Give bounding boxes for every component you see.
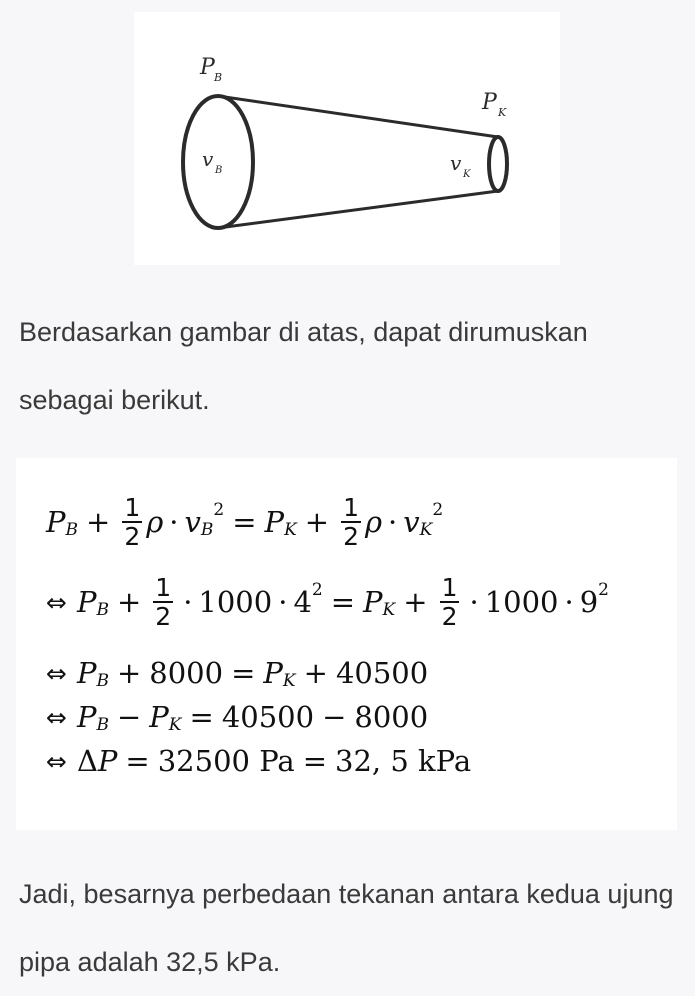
- fraction-numerator: 1: [155, 573, 172, 602]
- fraction-numerator: 1: [343, 493, 359, 522]
- pb-symbol: P: [76, 700, 97, 734]
- equals-operator: =: [330, 585, 356, 619]
- fraction-numerator: 1: [124, 493, 141, 522]
- fraction-denominator: 2: [343, 522, 359, 551]
- density-value: 1000: [484, 585, 559, 619]
- minus-operator: −: [322, 700, 347, 734]
- fraction-half: [341, 494, 361, 550]
- label-pk: P: [482, 90, 497, 115]
- pipe-figure: [134, 12, 560, 265]
- pipe-bottom-edge: [218, 191, 498, 228]
- equation-line-5: [46, 744, 471, 778]
- plus-operator: +: [303, 656, 328, 690]
- dot-operator: ·: [183, 585, 193, 619]
- plus-operator: +: [403, 585, 428, 619]
- vk-value: 9: [579, 585, 599, 619]
- fraction-numerator: 1: [441, 573, 458, 602]
- fraction-denominator: 2: [155, 602, 172, 631]
- pb-symbol: P: [76, 585, 97, 619]
- label-vb: v: [202, 147, 214, 171]
- dot-operator: ·: [564, 585, 574, 619]
- pb-symbol: P: [76, 656, 97, 690]
- pk-symbol: P: [363, 585, 383, 619]
- pb-subscript: B: [96, 600, 109, 620]
- pb-subscript: B: [65, 520, 79, 540]
- pk-subscript: K: [284, 520, 297, 540]
- density-value: 1000: [198, 585, 273, 619]
- pk-subscript: K: [382, 600, 396, 620]
- label-vk-sub: K: [463, 169, 471, 180]
- dot-operator: ·: [469, 585, 479, 619]
- large-end-ellipse: [183, 96, 253, 228]
- pb-subscript: B: [96, 715, 109, 735]
- equals-operator: =: [302, 744, 328, 778]
- intro-paragraph: Berdasarkan gambar di atas, dapat dirumuskan sebagai berikut.: [19, 317, 588, 415]
- equals-operator: =: [125, 744, 150, 778]
- label-pk-sub: K: [498, 106, 507, 119]
- fraction-half: [440, 574, 460, 630]
- dot-operator: ·: [278, 585, 288, 619]
- square-exponent: 2: [432, 500, 444, 520]
- equation-line-1: [46, 494, 443, 550]
- dot-operator: ·: [169, 505, 179, 539]
- pk-symbol: P: [264, 505, 285, 539]
- square-exponent: 2: [213, 500, 225, 520]
- square-exponent: 2: [598, 580, 609, 600]
- fraction-half: [153, 574, 173, 630]
- plus-operator: +: [304, 505, 330, 539]
- label-vb-sub: B: [215, 165, 223, 176]
- pk-symbol: P: [149, 700, 169, 734]
- value-40500: 40500: [221, 700, 315, 734]
- pb-subscript: B: [96, 671, 109, 691]
- pipe-diagram: [134, 12, 560, 265]
- vb-value: 4: [293, 585, 312, 619]
- pk-symbol: P: [263, 656, 283, 690]
- label-vk: v: [450, 151, 462, 175]
- dot-operator: ·: [388, 505, 398, 539]
- fraction-denominator: 2: [124, 522, 141, 551]
- plus-operator: +: [116, 656, 142, 690]
- pk-subscript: K: [168, 715, 182, 735]
- iff-arrow: ⇔: [46, 587, 67, 617]
- iff-arrow: ⇔: [46, 702, 67, 732]
- plus-operator: +: [86, 505, 111, 539]
- delta-symbol: Δ: [76, 744, 98, 778]
- value-32500: 32500: [157, 744, 250, 778]
- vb-subscript: B: [200, 520, 214, 540]
- minus-operator: −: [116, 700, 142, 734]
- unit-kpa: kPa: [418, 744, 472, 778]
- iff-arrow: ⇔: [46, 746, 67, 776]
- pb-symbol: P: [46, 505, 66, 539]
- unit-pa: Pa: [259, 744, 295, 778]
- value-8000: 8000: [354, 700, 429, 734]
- value-40500: 40500: [335, 656, 429, 690]
- vb-symbol: v: [184, 505, 201, 539]
- equals-operator: =: [231, 656, 256, 690]
- label-pb-sub: B: [214, 71, 223, 84]
- rho-symbol: ρ: [146, 505, 164, 539]
- equals-operator: =: [232, 505, 257, 539]
- pk-subscript: K: [282, 671, 296, 691]
- fraction-denominator: 2: [441, 602, 458, 631]
- pipe-top-edge: [218, 96, 498, 137]
- p-symbol: P: [97, 744, 118, 778]
- value-8000: 8000: [149, 656, 224, 690]
- label-pb: P: [200, 55, 215, 80]
- math-card: [16, 458, 677, 830]
- value-32-5: 32, 5: [335, 744, 409, 778]
- iff-arrow: ⇔: [46, 658, 67, 688]
- equation-line-3: [46, 656, 428, 690]
- conclusion-paragraph: Jadi, besarnya perbedaan tekanan antara kedua ujung pipa adalah 32,5 kPa.: [19, 879, 674, 977]
- equation-line-2: [46, 574, 609, 630]
- equals-operator: =: [189, 700, 214, 734]
- small-end-ellipse: [489, 137, 507, 191]
- plus-operator: +: [116, 585, 142, 619]
- equation-line-4: [46, 700, 428, 734]
- vk-subscript: K: [419, 520, 433, 540]
- square-exponent: 2: [311, 580, 323, 600]
- rho-symbol: ρ: [364, 505, 383, 539]
- fraction-half: [122, 494, 142, 550]
- vk-symbol: v: [403, 505, 420, 539]
